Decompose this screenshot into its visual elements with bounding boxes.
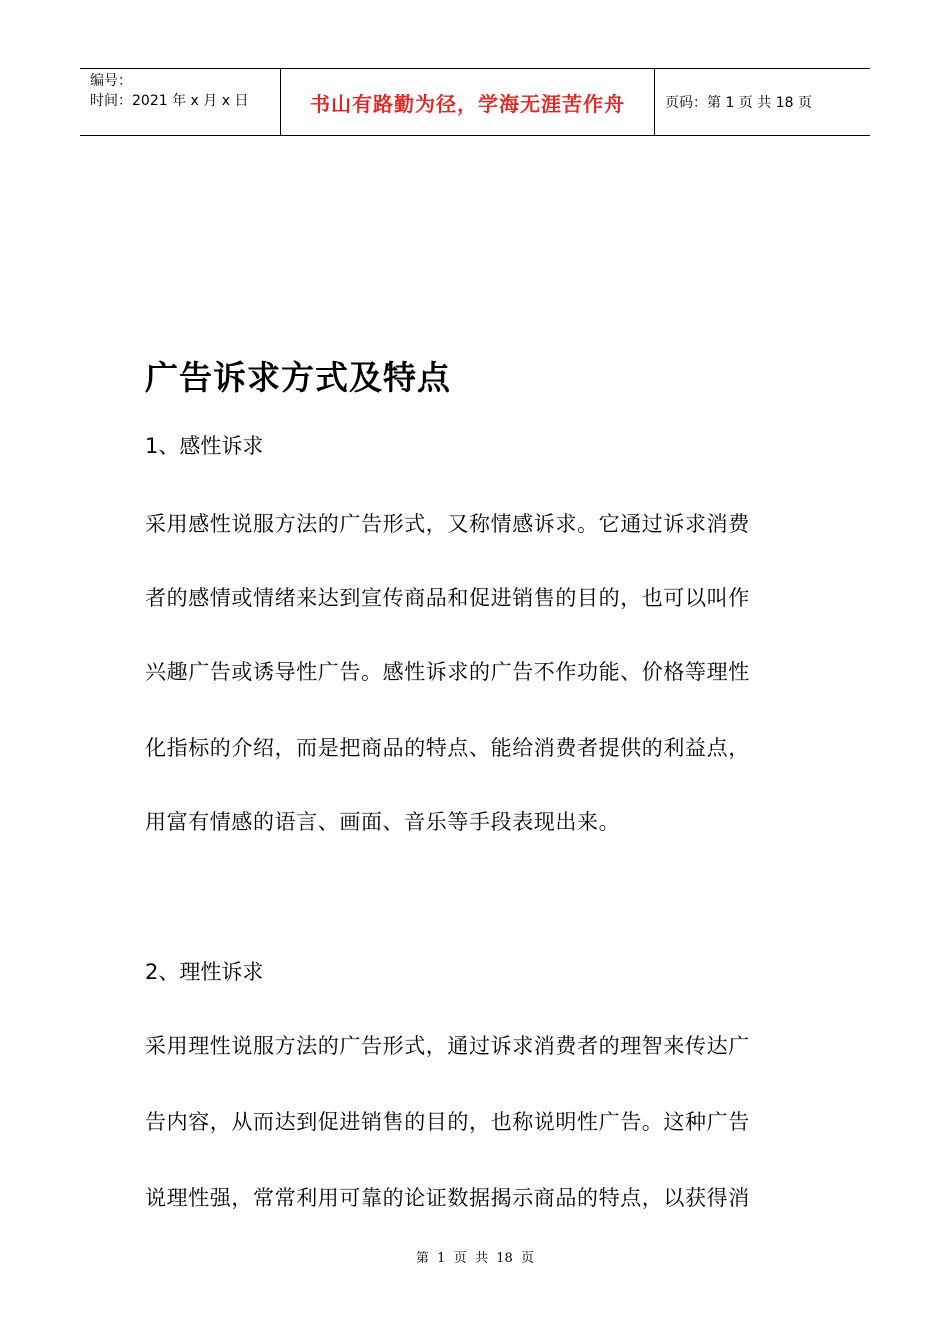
paragraph-line: 化指标的介绍，而是把商品的特点、能给消费者提供的利益点， (145, 736, 750, 760)
header-motto: 书山有路勤为径，学海无涯苦作舟 (281, 69, 655, 135)
header-meta-cell (80, 69, 281, 135)
page-footer: 第 1 页 共 18 页 (415, 1251, 535, 1266)
header-date-line: 时间：2021 年 x 月 x 日 (90, 93, 249, 109)
header-page-info: 页码：第 1 页 共 18 页 (665, 95, 812, 111)
section-heading-emotional: 1、感性诉求 (145, 434, 264, 458)
header-number-label: 编号： (90, 73, 132, 89)
document-header (80, 68, 870, 136)
paragraph-line: 采用感性说服方法的广告形式，又称情感诉求。它通过诉求消费 (145, 512, 750, 536)
paragraph-line: 说理性强，常常利用可靠的论证数据揭示商品的特点，以获得消 (145, 1186, 750, 1210)
paragraph-line: 者的感情或情绪来达到宣传商品和促进销售的目的，也可以叫作 (145, 586, 750, 610)
paragraph-line: 告内容，从而达到促进销售的目的，也称说明性广告。这种广告 (145, 1110, 750, 1134)
document-title: 广告诉求方式及特点 (145, 358, 451, 397)
paragraph-line: 用富有情感的语言、画面、音乐等手段表现出来。 (145, 810, 621, 834)
section-heading-rational: 2、理性诉求 (145, 960, 264, 984)
paragraph-line: 兴趣广告或诱导性广告。感性诉求的广告不作功能、价格等理性 (145, 660, 750, 684)
paragraph-line: 采用理性说服方法的广告形式，通过诉求消费者的理智来传达广 (145, 1034, 750, 1058)
